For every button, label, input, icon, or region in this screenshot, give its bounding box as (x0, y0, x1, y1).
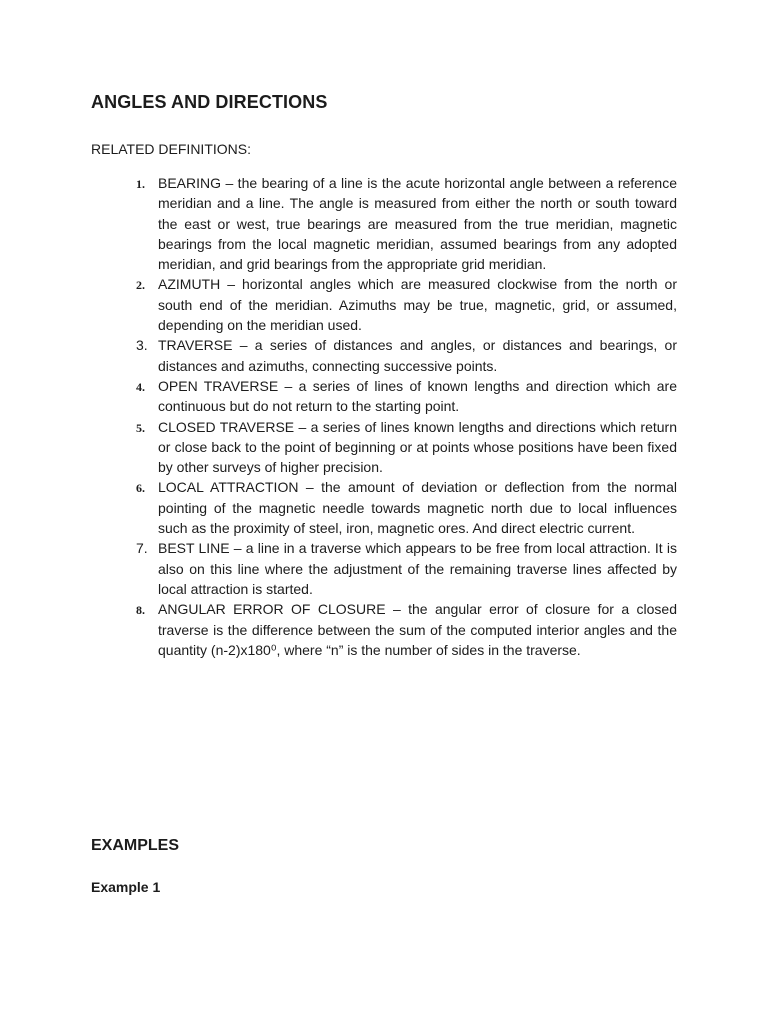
definition-text: ANGULAR ERROR OF CLOSURE – the angular error of closure for a closed traverse is the difference between the sum of the computed interior angles and the quantity (n-2)x180⁰, where “n” is the number of sides in the traverse. (158, 601, 677, 658)
definition-text: CLOSED TRAVERSE – a series of lines known lengths and directions which return or close back to the point of beginning or at points whose positions have been fixed by other surveys of higher precision. (158, 418, 677, 476)
definition-item (130, 335, 677, 376)
definition-number: 2. (136, 278, 145, 293)
page-title: ANGLES AND DIRECTIONS (91, 92, 328, 112)
definitions-list (130, 173, 677, 660)
definition-text: AZIMUTH – horizontal angles which are measured clockwise from the north or south end of the meridian. Azimuths may be true, magnetic, grid, or assumed, depending on the meridian used. (158, 276, 677, 334)
definition-item (130, 173, 677, 274)
definition-item (130, 417, 677, 478)
definition-item (130, 599, 677, 660)
definition-item (130, 274, 677, 335)
definition-text: BEST LINE – a line in a traverse which appears to be free from local attraction. It is also on this line where the adjustment of the remaining traverse lines affected by local attraction is started. (158, 540, 677, 597)
definition-number: 6. (136, 481, 145, 496)
definition-number: 3. (136, 337, 148, 354)
definition-text: TRAVERSE – a series of distances and angles, or distances and bearings, or distances and azimuths, connecting successive points. (158, 337, 677, 374)
definition-text: OPEN TRAVERSE – a series of lines of known lengths and direction which are continuous but do not return to the starting point. (158, 377, 677, 415)
definition-text: LOCAL ATTRACTION – the amount of deviation or deflection from the normal pointing of the magnetic needle towards magnetic north due to local influences such as the proximity of steel, iron, magnetic ores. And direct electric current. (158, 479, 677, 537)
definition-text: BEARING – the bearing of a line is the acute horizontal angle between a reference meridian and a line. The angle is measured from either the north or south toward the east or west, true bearings are measured from the true meridian, magnetic bearings from the local magnetic meridian, assumed bearings from any adopted meridian, and grid bearings from the appropriate grid meridian. (158, 175, 677, 273)
definition-number: 8. (136, 603, 145, 618)
definition-number: 4. (136, 379, 145, 394)
definition-item (130, 477, 677, 538)
definition-item (130, 376, 677, 417)
examples-heading: EXAMPLES (91, 837, 180, 854)
definition-number: 7. (136, 540, 148, 557)
definition-item (130, 538, 677, 599)
example-1-heading: Example 1 (91, 879, 161, 895)
related-definitions-heading: RELATED DEFINITIONS: (91, 141, 251, 157)
definition-number: 5. (136, 420, 145, 435)
definition-number: 1. (136, 177, 145, 191)
